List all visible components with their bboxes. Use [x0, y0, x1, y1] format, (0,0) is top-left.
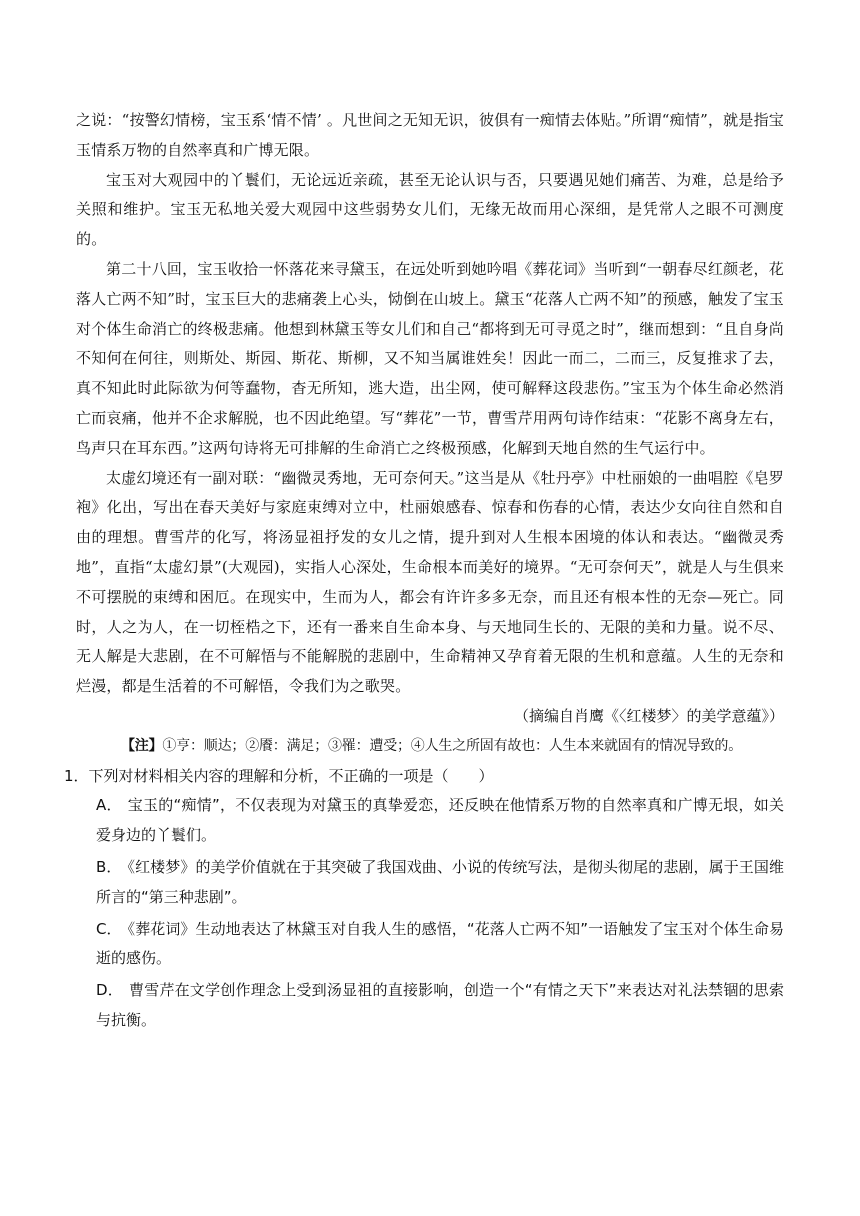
option-b: [76, 853, 784, 913]
paragraph-4: 太虚幻境还有一副对联：“幽微灵秀地，无可奈何天。”这当是从《牡丹亭》中杜丽娘的一曲唱腔《皂罗袍》化出，写出在春天美好与家庭束缚对立中，杜丽娘感春、惊春和伤春的心情，表达少女向往自然和自由的理想。曹雪芹的化写，将汤显祖抒发的女儿之情，提升到对人生根本困境的体认和表达。“幽微灵秀地”，直指“太虚幻景”(大观园)，实指人心深处，生命根本而美好的境界。“无可奈何天”，就是人与生俱来不可摆脱的束缚和困厄。在现实中，生而为人，都会有许许多多无奈，而且还有根本性的无奈—死亡。同时，人之为人，在一切桎梏之下，还有一番来自生命本身、与天地同生长的、无限的美和力量。说不尽、无人解是大悲剧，在不可解悟与不能解脱的悲剧中，生命精神又孕育着无限的生机和意蕴。人生的无奈和烂漫，都是生活着的不可解悟，令我们为之歌哭。: [76, 468, 784, 696]
paragraph-1: 之说：“按警幻情榜，宝玉系‘情不情’ 。凡世间之无知无识，彼俱有一痴情去体贴。”所谓“痴情”，就是指宝玉情系万物的自然率真和广博无限。: [76, 111, 784, 159]
paragraph-2: 宝玉对大观园中的丫鬟们，无论远近亲疏，甚至无论认识与否，只要遇见她们痛苦、为难，总是给予关照和维护。宝玉无私地关爱大观园中这些弱势女儿们，无缘无故而用心深细，是凭常人之眼不可测度的。: [76, 170, 784, 249]
paragraph-3: 第二十八回，宝玉收拾一怀落花来寻黛玉，在远处听到她吟唱《葬花词》当听到“一朝春尽红颜老，花落人亡两不知”时，宝玉巨大的悲痛袭上心头，恸倒在山坡上。黛玉“花落人亡两不知”的预感，触发了宝玉对个体生命消亡的终极悲痛。他想到林黛玉等女儿们和自己“都将到无可寻觅之时”，继而想到：“且自身尚不知何在何往，则斯处、斯园、斯花、斯柳，又不知当属谁姓矣！因此一而二，二而三，反复推求了去，真不知此时此际欲为何等蠢物，杳无所知，逃大造，出尘网，使可解释这段悲伤。”宝玉为个体生命必然消亡而哀痛，他并不企求解脱，也不因此绝望。写“葬花”一节，曹雪芹用两句诗作结束：“花影不离身左右，鸟声只在耳东西。”这两句诗将无可排解的生命消亡之终极预感，化解到天地自然的生气运行中。: [76, 259, 784, 457]
option-letter: B．: [96, 857, 122, 876]
note-tag: 【注】: [121, 737, 163, 754]
option-d: [76, 976, 784, 1036]
option-text: 宝玉的“痴情”，不仅表现为对黛玉的真挚爱恋，还反映在他情系万物的自然率真和广博无垠，如关爱身边的丫鬟们。: [96, 796, 785, 845]
option-letter: A．: [96, 796, 122, 815]
option-a: [76, 791, 784, 851]
note-text: ①亨：顺达；②餍：满足；③罹：遭受；④人生之所固有故也：人生本来就固有的情况导致的。: [162, 737, 743, 754]
option-text: 《葬花词》生动地表达了林黛玉对自我人生的感悟，“花落人亡两不知”一语触发了宝玉对个体生命易逝的感伤。: [96, 919, 784, 968]
source-citation: （摘编自肖鹰《〈红楼梦〉的美学意蕴》）: [513, 706, 784, 725]
option-c: [76, 915, 784, 975]
question-stem: 1．下列对材料相关内容的理解和分析，不正确的一项是（ ）: [64, 766, 494, 785]
option-letter: D．: [96, 981, 123, 1000]
option-text: 《红楼梦》的美学价值就在于其突破了我国戏曲、小说的传统写法，是彻头彻尾的悲剧，属于王国维所言的“第三种悲剧”。: [96, 857, 784, 906]
annotation-note: [76, 732, 784, 762]
option-text: 曹雪芹在文学创作理念上受到汤显祖的直接影响，创造一个“有情之天下”来表达对礼法禁锢的思索与抗衡。: [96, 981, 784, 1029]
document-page: [64, 106, 785, 1038]
option-letter: C．: [96, 919, 122, 938]
